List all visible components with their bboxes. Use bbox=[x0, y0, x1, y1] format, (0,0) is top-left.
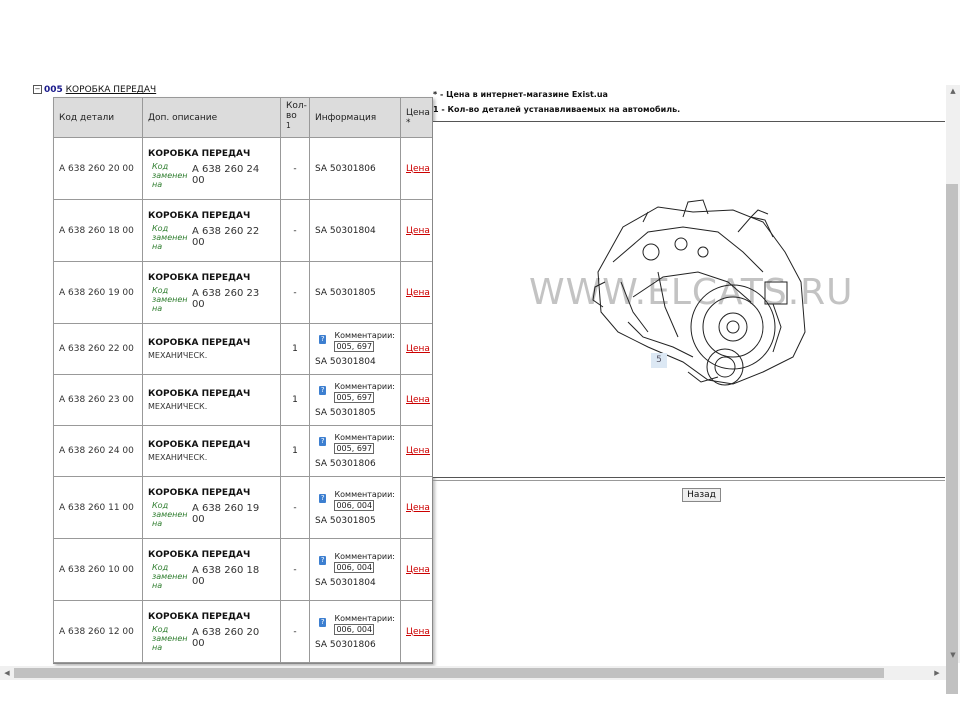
price-link[interactable]: Цена bbox=[406, 564, 430, 575]
comment-label: Комментарии: bbox=[334, 433, 395, 442]
table-header-row bbox=[54, 98, 433, 138]
footnote-price-mark: * bbox=[433, 90, 438, 99]
info-sa: SA 50301806 bbox=[315, 163, 376, 174]
price-link[interactable]: Цена bbox=[406, 395, 430, 405]
part-code: A 638 260 10 00 bbox=[54, 539, 143, 601]
comment-block bbox=[315, 552, 395, 573]
gearbox-drawing bbox=[433, 122, 945, 477]
comment-value[interactable]: 005, 697 bbox=[336, 444, 373, 453]
price-link[interactable]: Цена bbox=[406, 344, 430, 354]
question-icon[interactable]: ? bbox=[320, 493, 325, 502]
scroll-right-icon[interactable]: ▶ bbox=[934, 669, 940, 677]
parts-table bbox=[53, 97, 433, 663]
comment-value[interactable]: 006, 004 bbox=[336, 624, 373, 634]
comment-label: Комментарии: bbox=[334, 382, 395, 391]
callout-label[interactable]: 5 bbox=[651, 353, 667, 368]
replacement bbox=[148, 162, 275, 189]
price-cell bbox=[401, 426, 433, 477]
part-name: КОРОБКА ПЕРЕДАЧ bbox=[148, 272, 251, 283]
part-description-cell bbox=[143, 200, 281, 262]
question-icon[interactable]: ? bbox=[320, 617, 325, 626]
table-row bbox=[54, 426, 433, 477]
comment-block bbox=[315, 331, 395, 352]
footnote-qty-text: - Кол-во деталей устанавливаемых на автомобиль. bbox=[438, 105, 681, 114]
part-description-cell bbox=[143, 324, 281, 375]
part-code: A 638 260 24 00 bbox=[54, 426, 143, 477]
replaced-label: Код заменен на bbox=[152, 161, 188, 189]
price-cell bbox=[401, 539, 433, 601]
part-info-cell bbox=[310, 200, 401, 262]
question-icon[interactable]: ? bbox=[320, 386, 325, 394]
horizontal-scroll-thumb[interactable] bbox=[14, 668, 884, 678]
part-qty: - bbox=[281, 200, 310, 262]
price-link[interactable]: Цена bbox=[406, 163, 430, 174]
part-description-cell bbox=[143, 138, 281, 200]
diagram-panel bbox=[433, 121, 945, 478]
comment-value[interactable]: 006, 004 bbox=[336, 500, 373, 510]
part-info-cell bbox=[310, 477, 401, 539]
scroll-up-icon[interactable]: ▲ bbox=[950, 87, 956, 95]
comment-value[interactable]: 006, 004 bbox=[336, 562, 373, 572]
parts-table-container bbox=[53, 97, 433, 664]
comment-value[interactable]: 005, 697 bbox=[336, 342, 373, 351]
info-sa: SA 50301806 bbox=[315, 459, 376, 469]
replacement bbox=[148, 501, 275, 528]
part-name: КОРОБКА ПЕРЕДАЧ bbox=[148, 549, 251, 560]
table-row bbox=[54, 477, 433, 539]
replacement-code[interactable]: A 638 260 20 00 bbox=[191, 627, 260, 649]
price-cell bbox=[401, 375, 433, 426]
part-qty: - bbox=[281, 539, 310, 601]
comment-block bbox=[315, 614, 395, 635]
info-sa: SA 50301805 bbox=[315, 287, 376, 298]
replacement bbox=[148, 563, 275, 590]
part-name: КОРОБКА ПЕРЕДАЧ bbox=[148, 389, 251, 399]
comment-label: Комментарии: bbox=[334, 331, 395, 340]
vertical-scrollbar[interactable] bbox=[946, 85, 960, 663]
back-button[interactable]: Назад bbox=[682, 488, 721, 502]
header-price-label: Цена bbox=[406, 107, 430, 118]
price-link[interactable]: Цена bbox=[406, 225, 430, 236]
info-sa: SA 50301806 bbox=[315, 639, 376, 650]
price-cell bbox=[401, 601, 433, 663]
tree-header bbox=[33, 85, 156, 95]
info-sa: SA 50301804 bbox=[315, 577, 376, 588]
part-qty: - bbox=[281, 262, 310, 324]
info-sa: SA 50301804 bbox=[315, 357, 376, 367]
group-code: 005 bbox=[44, 85, 63, 95]
part-description-cell bbox=[143, 601, 281, 663]
price-cell bbox=[401, 477, 433, 539]
table-row bbox=[54, 601, 433, 663]
header-qty-sup: 1 bbox=[286, 120, 291, 130]
part-qty: 1 bbox=[281, 324, 310, 375]
part-code: A 638 260 19 00 bbox=[54, 262, 143, 324]
price-link[interactable]: Цена bbox=[406, 446, 430, 456]
header-desc: Доп. описание bbox=[143, 98, 281, 138]
comment-value[interactable]: 005, 697 bbox=[336, 393, 373, 402]
price-link[interactable]: Цена bbox=[406, 502, 430, 513]
part-description-cell bbox=[143, 262, 281, 324]
part-code: A 638 260 18 00 bbox=[54, 200, 143, 262]
replacement-code[interactable]: A 638 260 23 00 bbox=[191, 288, 260, 310]
header-price-sup: * bbox=[406, 117, 411, 128]
part-info-cell bbox=[310, 539, 401, 601]
part-info-cell bbox=[310, 262, 401, 324]
info-sa: SA 50301805 bbox=[315, 408, 376, 418]
part-code: A 638 260 22 00 bbox=[54, 324, 143, 375]
part-name: КОРОБКА ПЕРЕДАЧ bbox=[148, 611, 251, 622]
footnote-price bbox=[433, 87, 680, 102]
price-cell bbox=[401, 200, 433, 262]
footnote-qty-mark: 1 bbox=[433, 105, 439, 114]
header-qty-label: Кол-во bbox=[286, 100, 307, 121]
price-cell bbox=[401, 138, 433, 200]
comment-block bbox=[315, 490, 395, 511]
part-code: A 638 260 12 00 bbox=[54, 601, 143, 663]
horizontal-scrollbar[interactable] bbox=[0, 666, 946, 680]
part-code: A 638 260 23 00 bbox=[54, 375, 143, 426]
replacement-code[interactable]: A 638 260 24 00 bbox=[191, 164, 260, 186]
part-info-cell bbox=[310, 601, 401, 663]
footnotes bbox=[433, 87, 680, 117]
replacement bbox=[148, 625, 275, 652]
replacement-code[interactable]: A 638 260 22 00 bbox=[191, 226, 260, 248]
replacement bbox=[148, 224, 275, 251]
footnote-qty bbox=[433, 102, 680, 117]
replaced-label: Код заменен на bbox=[152, 223, 188, 251]
price-cell bbox=[401, 324, 433, 375]
question-icon[interactable]: ? bbox=[320, 437, 325, 445]
question-icon[interactable]: ? bbox=[320, 335, 325, 343]
replacement bbox=[148, 286, 275, 313]
part-name: КОРОБКА ПЕРЕДАЧ bbox=[148, 338, 251, 348]
info-sa: SA 50301805 bbox=[315, 515, 376, 526]
panel-separator bbox=[433, 480, 945, 481]
comment-label: Комментарии: bbox=[334, 489, 395, 499]
part-desc: МЕХАНИЧЕСК. bbox=[148, 402, 208, 411]
replaced-label: Код заменен на bbox=[152, 500, 188, 528]
table-row bbox=[54, 200, 433, 262]
scroll-left-icon[interactable]: ◀ bbox=[4, 669, 10, 677]
part-code: A 638 260 11 00 bbox=[54, 477, 143, 539]
part-info-cell bbox=[310, 324, 401, 375]
part-description-cell bbox=[143, 375, 281, 426]
part-name: КОРОБКА ПЕРЕДАЧ bbox=[148, 148, 251, 159]
part-description-cell bbox=[143, 426, 281, 477]
footnote-price-text: - Цена в интернет-магазине Exist.ua bbox=[437, 90, 608, 99]
table-row bbox=[54, 375, 433, 426]
info-sa: SA 50301804 bbox=[315, 225, 376, 236]
comment-label: Комментарии: bbox=[334, 613, 395, 623]
part-desc: МЕХАНИЧЕСК. bbox=[148, 453, 208, 462]
part-description-cell bbox=[143, 477, 281, 539]
watermark: WWW.ELCATS.RU bbox=[529, 272, 854, 313]
header-info: Информация bbox=[310, 98, 401, 138]
price-link[interactable]: Цена bbox=[406, 626, 430, 637]
part-qty: - bbox=[281, 477, 310, 539]
replaced-label: Код заменен на bbox=[152, 562, 188, 590]
part-code: A 638 260 20 00 bbox=[54, 138, 143, 200]
price-cell bbox=[401, 262, 433, 324]
table-row bbox=[54, 262, 433, 324]
comment-label: Комментарии: bbox=[334, 551, 395, 561]
table-row bbox=[54, 324, 433, 375]
question-icon[interactable]: ? bbox=[320, 555, 325, 564]
part-qty: 1 bbox=[281, 426, 310, 477]
table-row bbox=[54, 138, 433, 200]
part-description-cell bbox=[143, 539, 281, 601]
group-title-link[interactable]: КОРОБКА ПЕРЕДАЧ bbox=[65, 85, 157, 95]
part-info-cell bbox=[310, 138, 401, 200]
collapse-toggle-icon[interactable]: − bbox=[34, 85, 41, 93]
part-name: КОРОБКА ПЕРЕДАЧ bbox=[148, 487, 251, 498]
header-price bbox=[401, 98, 433, 138]
header-qty bbox=[281, 98, 310, 138]
part-info-cell bbox=[310, 426, 401, 477]
part-desc: МЕХАНИЧЕСК. bbox=[148, 351, 208, 360]
part-name: КОРОБКА ПЕРЕДАЧ bbox=[148, 440, 251, 450]
replacement-code[interactable]: A 638 260 19 00 bbox=[191, 503, 260, 525]
part-info-cell bbox=[310, 375, 401, 426]
scroll-down-icon[interactable]: ▼ bbox=[950, 651, 956, 659]
price-link[interactable]: Цена bbox=[406, 287, 430, 298]
part-qty: - bbox=[281, 601, 310, 663]
part-name: КОРОБКА ПЕРЕДАЧ bbox=[148, 210, 251, 221]
replaced-label: Код заменен на bbox=[152, 624, 188, 652]
header-code: Код детали bbox=[54, 98, 143, 138]
replaced-label: Код заменен на bbox=[152, 285, 188, 313]
vertical-scroll-thumb[interactable] bbox=[946, 184, 958, 694]
table-row bbox=[54, 539, 433, 601]
part-qty: 1 bbox=[281, 375, 310, 426]
comment-block bbox=[315, 433, 395, 454]
replacement-code[interactable]: A 638 260 18 00 bbox=[191, 565, 260, 587]
part-qty: - bbox=[281, 138, 310, 200]
comment-block bbox=[315, 382, 395, 403]
